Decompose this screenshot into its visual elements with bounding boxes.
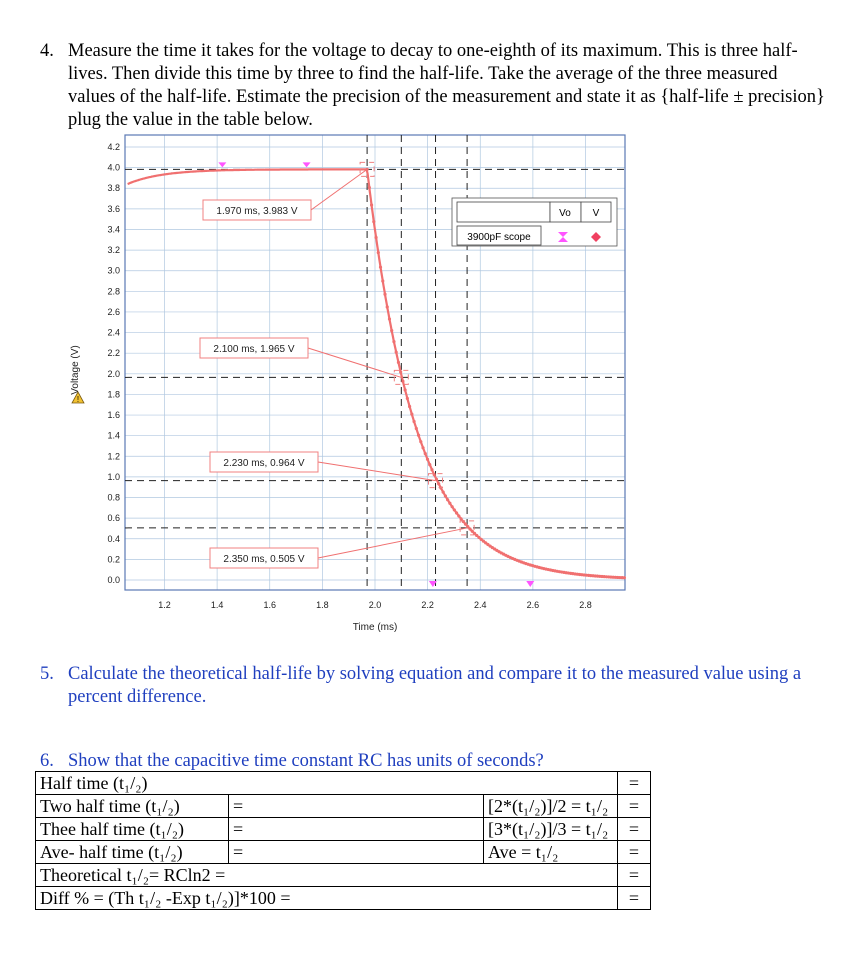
y-tick-label: 3.8 (107, 183, 120, 194)
legend (452, 198, 617, 246)
row-formula: Ave = t₁/₂ (484, 841, 618, 864)
row-end[interactable]: = (618, 887, 651, 910)
x-tick-label: 2.8 (579, 600, 592, 610)
data-point (406, 397, 409, 400)
legend-title-field[interactable] (457, 202, 550, 222)
hourglass-marker-icon (303, 162, 311, 167)
annotation-leader (308, 348, 401, 377)
row-label: Diff % = (Th t₁/₂ -Exp t₁/₂)]*100 = (36, 887, 618, 910)
data-point (410, 413, 413, 416)
data-point (419, 440, 422, 443)
x-tick-label: 1.4 (210, 600, 224, 610)
row-formula: [3*(t₁/₂)]/3 = t₁/₂ (484, 818, 618, 841)
data-point (368, 186, 371, 189)
row-mid: = (233, 841, 244, 862)
data-point (370, 203, 373, 206)
y-tick-label: 2.0 (107, 368, 120, 379)
data-point (392, 340, 395, 343)
row-end[interactable]: = (618, 772, 651, 795)
row-end[interactable]: = (618, 795, 651, 818)
y-tick-label: 1.8 (107, 389, 120, 400)
y-tick-label: 0.2 (107, 554, 120, 565)
annotation-leader (318, 528, 467, 558)
data-point (388, 317, 391, 320)
data-point (426, 458, 429, 461)
data-point (417, 434, 420, 437)
data-point (399, 370, 402, 373)
y-tick-label: 0.0 (107, 575, 120, 585)
data-point (437, 482, 440, 485)
annotation-label: 2.350 ms, 0.505 V (223, 554, 305, 565)
question-4-number: 4. (40, 41, 54, 61)
data-point (446, 498, 449, 501)
data-point (379, 266, 382, 269)
data-point (383, 293, 386, 296)
data-point (404, 388, 407, 391)
x-axis-label: Time (ms) (352, 622, 398, 633)
x-tick-label: 2.4 (474, 600, 487, 610)
y-tick-label: 2.6 (107, 306, 120, 317)
x-tick-label: 2.0 (368, 600, 382, 610)
question-6-number: 6. (40, 751, 54, 771)
question-5-number: 5. (40, 664, 54, 684)
x-tick-label: 1.2 (158, 600, 171, 610)
svg-text:!: ! (76, 395, 80, 404)
data-point (412, 420, 415, 423)
legend-series-label: 3900pF scope (467, 232, 531, 243)
table-row (36, 795, 651, 818)
data-point (453, 508, 456, 511)
x-tick-label: 2.6 (526, 600, 540, 610)
half-life-table (35, 771, 651, 910)
y-tick-label: 2.4 (107, 327, 120, 338)
data-point (374, 236, 377, 239)
table-row (36, 818, 651, 841)
y-tick-label: 0.8 (107, 492, 120, 503)
y-tick-label: 3.0 (107, 265, 120, 276)
row-formula: [2*(t₁/₂)]/2 = t₁/₂ (484, 795, 618, 818)
data-point (464, 523, 467, 526)
data-point (457, 514, 460, 517)
y-tick-label: 2.2 (107, 348, 120, 359)
data-point (448, 502, 451, 505)
y-tick-label: 2.8 (107, 286, 120, 297)
y-tick-label: 1.0 (107, 471, 120, 482)
row-end[interactable]: = (618, 818, 651, 841)
x-tick-label: 2.2 (421, 600, 434, 610)
annotation-label: 2.100 ms, 1.965 V (213, 344, 295, 355)
data-point (390, 329, 393, 332)
data-point (372, 220, 375, 223)
row-label: Ave- half time (t₁/₂) (36, 841, 229, 864)
row-end[interactable]: = (618, 864, 651, 887)
data-point (451, 505, 454, 508)
data-point (623, 576, 626, 579)
data-point (377, 251, 380, 254)
annotation-leader (318, 462, 436, 481)
row-label: Theoretical t₁/₂= RCln2 = (36, 864, 618, 887)
data-point (424, 452, 427, 455)
row-label: Two half time (t₁/₂) (36, 795, 229, 818)
y-tick-label: 1.2 (107, 451, 120, 462)
y-tick-label: 0.6 (107, 513, 120, 524)
data-point (381, 279, 384, 282)
y-tick-label: 4.0 (107, 162, 120, 173)
question-6-text: Show that the capacitive time constant RC has units of seconds? (68, 751, 544, 771)
table-row (36, 887, 651, 910)
table-row (36, 864, 651, 887)
y-tick-label: 1.6 (107, 410, 120, 421)
data-point (444, 494, 447, 497)
voltage-decay-chart (60, 130, 635, 635)
data-point (421, 446, 424, 449)
question-5-text: Calculate the theoretical half-life by solving equation and compare it to the measured value using a percent difference. (68, 664, 802, 707)
y-tick-label: 3.2 (107, 245, 120, 256)
data-point (397, 361, 400, 364)
data-point (415, 427, 418, 430)
hourglass-marker-icon (218, 162, 226, 167)
row-label: Half time (t₁/₂) (36, 772, 618, 795)
y-tick-label: 4.2 (107, 142, 120, 152)
legend-column-unit: V (592, 208, 600, 219)
y-tick-label: 3.4 (107, 224, 120, 235)
row-end[interactable]: = (618, 841, 651, 864)
annotation-leader (311, 169, 367, 210)
data-point (401, 380, 404, 383)
question-4-text: Measure the time it takes for the voltage to decay to one-eighth of its maximum. This is three half-lives. Then divide this time by three to find the half-life. Take the average of the three measured values of the half-life. Estimate the precision of the measurement and state it as {half-life ± precision} plug the value in the table below. (68, 41, 825, 130)
y-tick-label: 1.4 (107, 430, 120, 441)
data-point (386, 305, 389, 308)
row-mid: = (233, 795, 244, 816)
table-row (36, 841, 651, 864)
y-tick-label: 0.4 (107, 533, 120, 544)
legend-column-vo: Vo (559, 208, 571, 219)
x-tick-label: 1.8 (316, 600, 329, 610)
table-row (36, 772, 651, 795)
x-tick-label: 1.6 (263, 600, 276, 610)
data-point (455, 511, 458, 514)
annotation-label: 1.970 ms, 3.983 V (216, 206, 298, 217)
data-point (459, 517, 462, 520)
data-point (462, 520, 465, 523)
annotations (200, 162, 474, 568)
row-label: Thee half time (t₁/₂) (36, 818, 229, 841)
annotation-label: 2.230 ms, 0.964 V (223, 458, 305, 469)
data-point (395, 351, 398, 354)
y-tick-label: 3.6 (107, 203, 120, 214)
y-axis-label: Voltage (V) (70, 345, 81, 395)
row-mid: = (233, 818, 244, 839)
data-point (430, 468, 433, 471)
data-point (408, 405, 411, 408)
data-point (442, 490, 445, 493)
data-point (428, 463, 431, 466)
